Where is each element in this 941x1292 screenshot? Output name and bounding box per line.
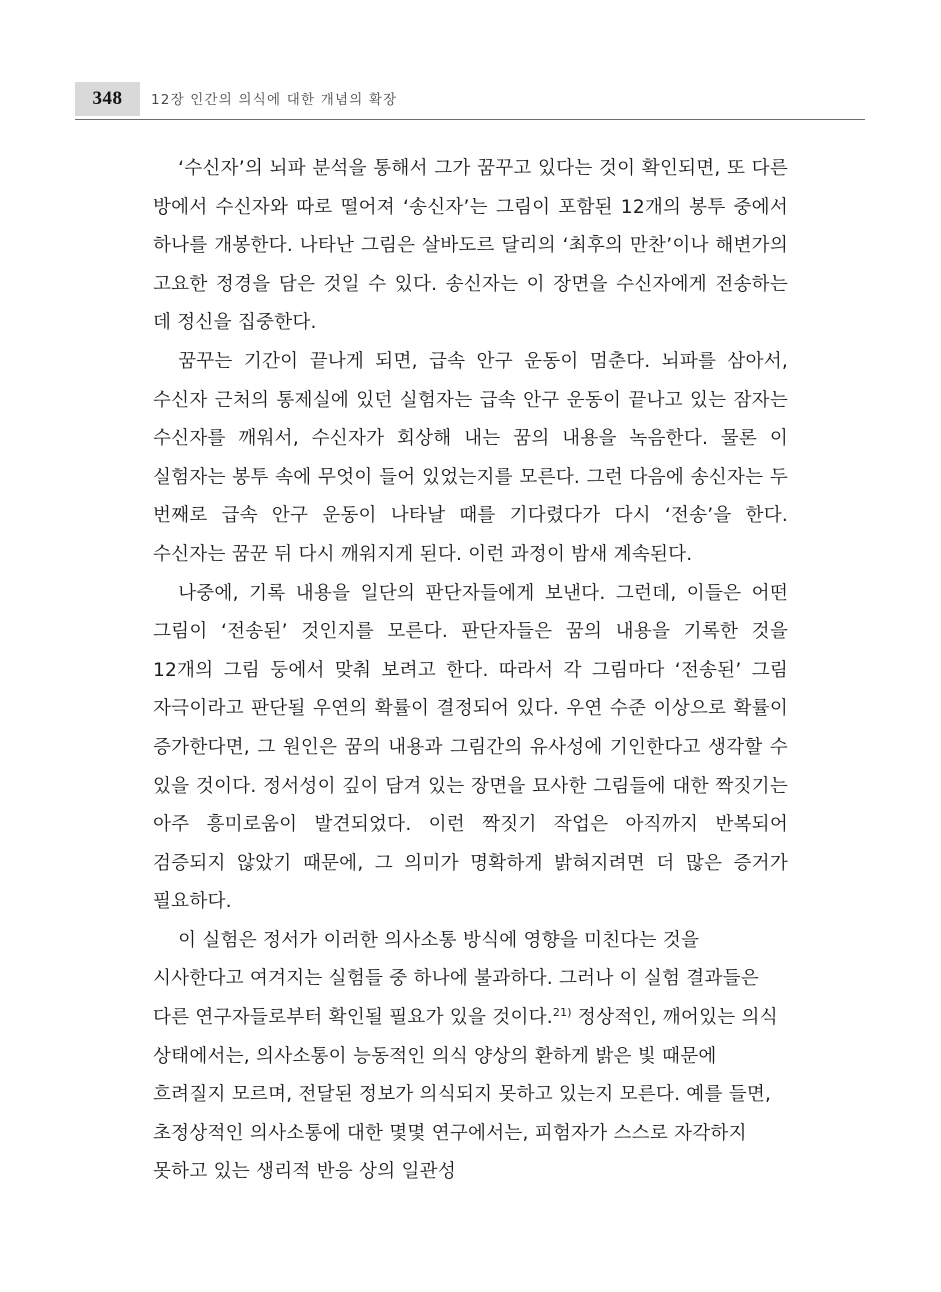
chapter-title: 12장 인간의 의식에 대한 개념의 확장 [151,92,398,108]
body-text-column [153,150,788,1192]
page-number: 348 [92,88,123,109]
paragraph-4-text-before-footnote: 이 실험은 정서가 이러한 의사소통 방식에 영향을 미친다는 것을 시사한다고 여겨지는 실험들 중 하나에 불과하다. 그러나 이 실험 결과들은 다른 연구자들로부터 확인될 필요가 있을 것이다. [153,929,759,1029]
paragraph-3: 나중에, 기록 내용을 일단의 판단자들에게 보낸다. 그런데, 이들은 어떤 그림이 ‘전송된’ 것인지를 모른다. 판단자들은 꿈의 내용을 기록한 것을 12개의 그림 둥에서 맞춰 보려고 한다. 따라서 각 그림마다 ‘전송된’ 그림 자극이라고 판단될 우연의 확률이 결정되어 있다. 우연 수준 이상으로 확률이 증가한다면, 그 원인은 꿈의 내용과 그림간의 유사성에 기인한다고 생각할 수 있을 것이다. 정서성이 깊이 담겨 있는 장면을 묘사한 그림들에 대한 짝짓기는 아주 흥미로움이 발견되었다. 이런 짝짓기 작업은 아직까지 반복되어 검증되지 않았기 때문에, 그 의미가 명확하게 밝혀지려면 더 많은 증거가 필요하다. [153,582,788,913]
header-divider [75,119,865,120]
paragraph-4-text-after-footnote: 정상적인, 깨어있는 의식 상태에서는, 의사소통이 능동적인 의식 양상의 환하게 밝은 빛 때문에 흐려질지 모르며, 전달된 정보가 의식되지 못하고 있는지 모른다. 예를 들면, 초정상적인 의사소통에 대한 몇몇 연구에서는, 피험자가 스스로 자각하지 못하고 있는 생리적 반응 상의 일관성 [153,1007,778,1183]
footnote-reference: 21) [552,1005,572,1019]
page-number-box [75,82,140,116]
running-head [75,82,865,122]
paragraph-2: 꿈꾸는 기간이 끝나게 되면, 급속 안구 운동이 멈춘다. 뇌파를 삼아서, 수신자 근처의 통제실에 있던 실험자는 급속 안구 운동이 끝나고 있는 잠자는 수신자를 깨워서, 수신자가 회상해 내는 꿈의 내용을 녹음한다. 물론 이 실험자는 봉투 속에 무엇이 들어 있었는지를 모른다. 그런 다음에 송신자는 두 번째로 급속 안구 운동이 나타날 때를 기다렸다가 다시 ‘전송’을 한다. 수신자는 꿈꾼 뒤 다시 깨워지게 된다. 이런 과정이 밤새 계속된다. [153,350,788,565]
paragraph-4 [153,922,788,1192]
paragraph-1: ‘수신자’의 뇌파 분석을 통해서 그가 꿈꾸고 있다는 것이 확인되면, 또 다른 방에서 수신자와 따로 떨어져 ‘송신자’는 그림이 포함된 12개의 봉투 중에서 하나를 개봉한다. 나타난 그림은 살바도르 달리의 ‘최후의 만찬’이나 해변가의 고요한 정경을 담은 것일 수 있다. 송신자는 이 장면을 수신자에게 전송하는 데 정신을 집중한다. [153,158,788,334]
